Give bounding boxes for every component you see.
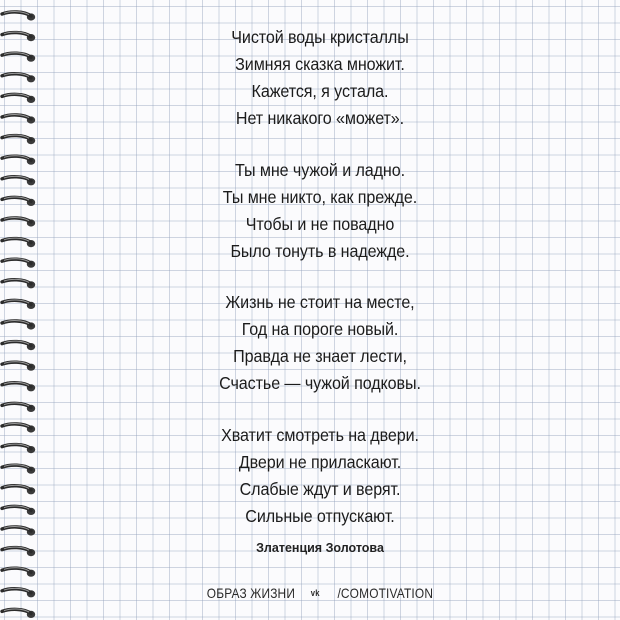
stanza-3: [90, 289, 550, 397]
poem-line: Чтобы и не повадно: [245, 213, 395, 234]
spiral-ring: [2, 568, 35, 577]
poem-line: Ты мне никто, как прежде.: [222, 186, 418, 207]
stanza-2: [90, 157, 550, 265]
poem-line: Было тонуть в надежде.: [230, 240, 410, 261]
spiral-ring: [2, 156, 35, 165]
spiral-ring: [2, 32, 35, 41]
spiral-ring: [2, 176, 35, 185]
poem-line: Чистой воды кристаллы: [231, 27, 409, 47]
spiral-ring: [2, 12, 35, 21]
poem-line: Счастье — чужой подковы.: [219, 373, 421, 393]
spiral-ring: [2, 238, 35, 247]
spiral-ring: [2, 403, 35, 412]
footer-right-text: /COMOTIVATION: [337, 585, 434, 602]
spiral-ring: [2, 53, 35, 62]
spiral-ring: [2, 259, 35, 268]
spiral-ring: [2, 135, 35, 144]
spiral-ring: [2, 609, 35, 618]
poem-line: Ты мне чужой и ладно.: [235, 159, 405, 180]
spiral-ring: [2, 73, 35, 82]
poem-line: Зимняя сказка множит.: [235, 54, 405, 74]
poem-line: Сильные отпускают.: [245, 505, 395, 526]
spiral-ring: [2, 197, 35, 206]
spiral-ring: [2, 382, 35, 391]
spiral-ring: [2, 444, 35, 453]
spiral-ring: [2, 588, 35, 597]
spiral-ring: [2, 506, 35, 515]
poem-line: Двери не приласкают.: [238, 451, 402, 472]
poem: [90, 24, 550, 554]
spiral-ring: [2, 321, 35, 330]
spiral-ring: [2, 94, 35, 103]
spiral-ring: [2, 341, 35, 350]
spiral-binding: [0, 0, 46, 620]
stanza-4: [90, 422, 550, 530]
spiral-ring: [2, 547, 35, 556]
spiral-ring: [2, 485, 35, 494]
spiral-ring: [2, 424, 35, 433]
spiral-ring: [2, 218, 35, 227]
spiral-ring: [2, 115, 35, 124]
spiral-ring: [2, 279, 35, 288]
poem-line: Кажется, я устала.: [251, 81, 389, 101]
stanza-1: [90, 24, 550, 132]
vk-icon: vk: [311, 588, 321, 599]
poem-line: Правда не знает лести,: [233, 346, 407, 366]
spiral-ring: [2, 362, 35, 371]
poem-line: Хватит смотреть на двери.: [221, 424, 419, 445]
poem-line: Нет никакого «может».: [235, 108, 405, 128]
footer-signature: [90, 584, 550, 601]
spiral-ring: [2, 300, 35, 309]
spiral-ring: [2, 527, 35, 536]
footer-left-text: ОБРАЗ ЖИЗНИ: [206, 585, 295, 602]
spiral-ring: [2, 465, 35, 474]
poem-line: Слабые ждут и верят.: [239, 478, 401, 499]
poem-line: Жизнь не стоит на месте,: [225, 292, 415, 312]
author-name: Златенция Золотова: [256, 541, 384, 555]
poem-line: Год на пороге новый.: [241, 319, 399, 339]
